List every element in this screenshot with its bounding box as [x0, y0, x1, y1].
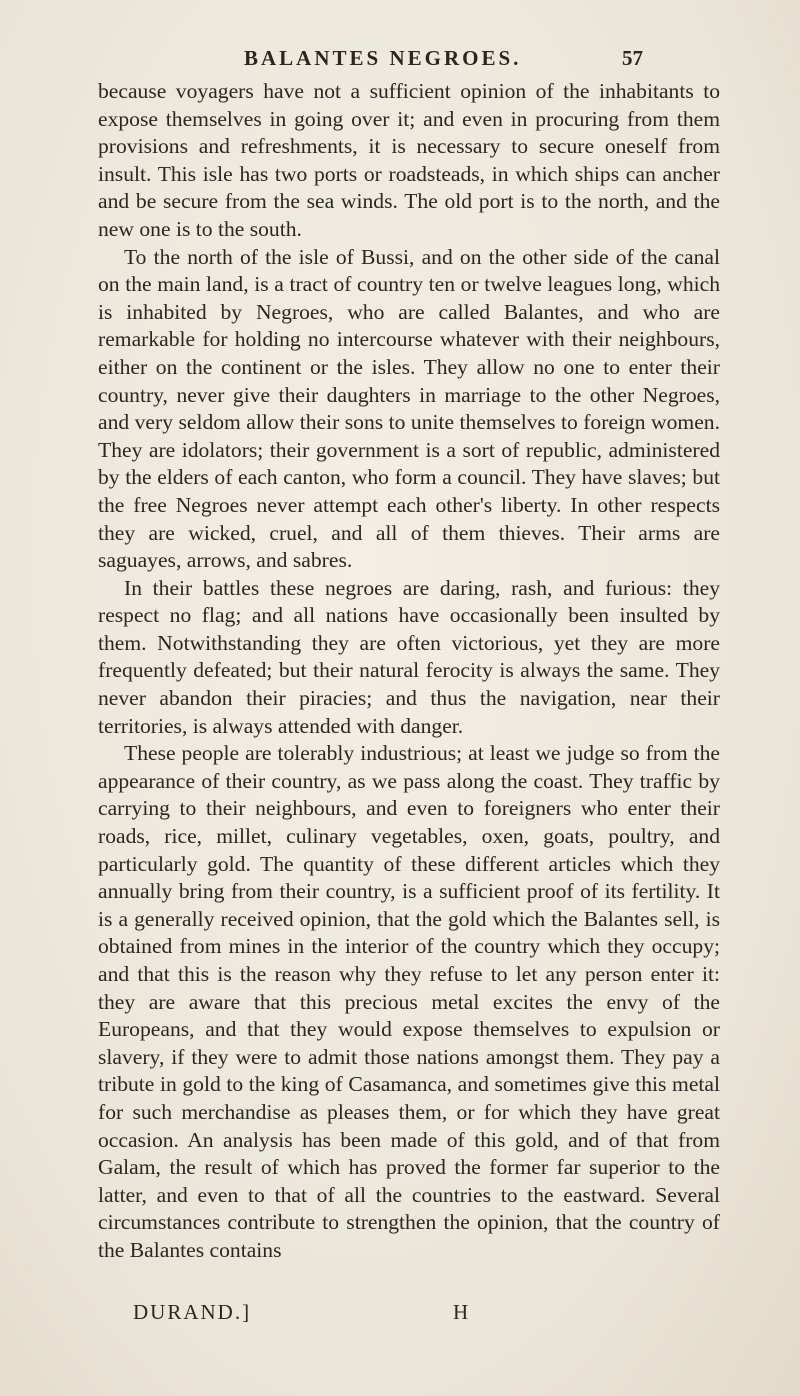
signature-mark: H	[453, 1300, 469, 1324]
footer-author: DURAND.]	[133, 1300, 252, 1324]
paragraph: To the north of the isle of Bussi, and on the other side of the canal on the main land, is a tract of country ten or twelve leagues long, which is inhabited by Negroes, who are called Balantes, and who are remarkable for holding no intercourse whatever with their neighbours, either on the continent or the isles. They allow no one to enter their country, never give their daughters in marriage to the other Negroes, and very seldom allow their sons to unite themselves to foreign women. They are idolators; their government is a sort of republic, administered by the elders of each canton, who form a council. They have slaves; but the free Negroes never attempt each other's liberty. In other respects they are wicked, cruel, and all of them thieves. Their arms are saguayes, arrows, and sabres.	[98, 244, 720, 573]
page-number: 57	[622, 46, 643, 70]
running-head	[0, 46, 800, 76]
paragraph: because voyagers have not a sufficient opinion of the inhabitants to expose themselves in going over it; and even in procuring from them provisions and refreshments, it is necessary to secure oneself from insult. This isle has two ports or roadsteads, in which ships can ancher and be secure from the sea winds. The old port is to the north, and the new one is to the south.	[98, 79, 720, 241]
paragraph: These people are tolerably industrious; at least we judge so from the appearance of their country, as we pass along the coast. They traffic by carrying to their neighbours, and even to foreigners who enter their roads, rice, millet, culinary vegetables, oxen, goats, poultry, and particularly gold. The quantity of these different articles which they annually bring from their country, is a sufficient proof of its fertility. It is a generally received opinion, that the gold which the Balantes sell, is obtained from mines in the interior of the country which they occupy; and that this is the reason why they refuse to let any person enter it: they are aware that this precious metal excites the envy of the Europeans, and that they would expose themselves to expulsion or slavery, if they were to admit those nations amongst them. They pay a tribute in gold to the king of Casamanca, and sometimes give this metal for such merchandise as pleases them, or for which they have great occasion. An analysis has been made of this gold, and of that from Galam, the result of which has proved the former far superior to the latter, and even to that of all the countries to the eastward. Several circumstances contribute to strengthen the opinion, that the country of the Balantes contains	[98, 741, 720, 1262]
body-text	[98, 78, 720, 1265]
page-footer	[0, 1300, 800, 1330]
running-head-title: BALANTES NEGROES.	[244, 46, 522, 70]
paragraph: In their battles these negroes are daring, rash, and furious: they respect no flag; and all nations have occasionally been insulted by them. Notwithstanding they are often victorious, yet they are more frequently defeated; but their natural ferocity is always the same. They never abandon their piracies; and thus the navigation, near their territories, is always attended with danger.	[98, 575, 720, 738]
